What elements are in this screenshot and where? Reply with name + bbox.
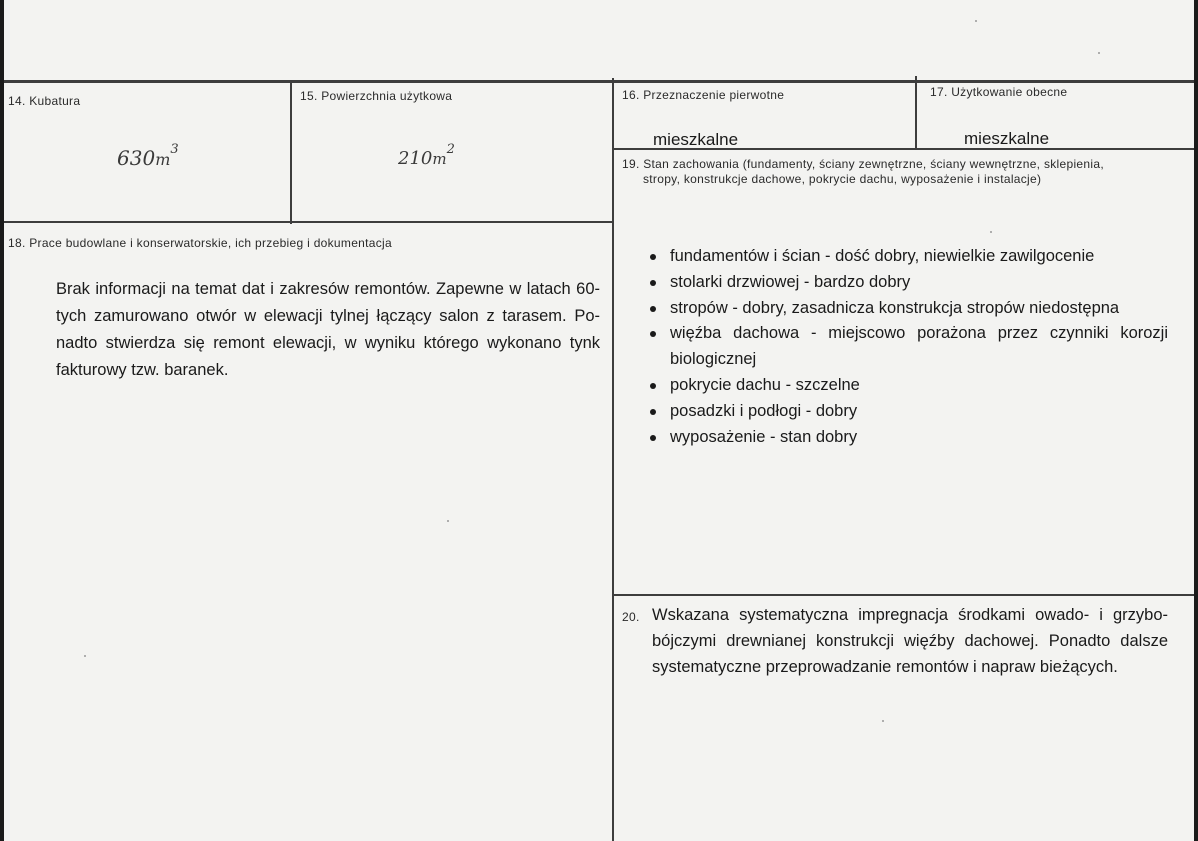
field-18-line: Brak informacji na temat dat i zakresów remontów. Zapewne w latach 60- xyxy=(56,280,600,298)
bullet-icon xyxy=(650,383,656,389)
field-20-line: systematyczne przeprowadzanie remontów i napraw bieżących. xyxy=(652,658,1118,676)
field-19-label-line2: stropy, konstrukcje dachowe, pokrycie dachu, wyposażenie i instalacje) xyxy=(643,172,1042,186)
bullet-icon xyxy=(650,331,656,337)
paper-speck xyxy=(990,231,992,233)
bullet-icon xyxy=(650,435,656,441)
powierzchnia-exponent: 2 xyxy=(446,142,455,157)
rule-above-20 xyxy=(613,594,1194,596)
field-15-value xyxy=(398,142,455,169)
condition-item: więźba dachowa - miejscowo porażona przez czynniki korozji xyxy=(648,321,1168,347)
field-18-line: nadto stwierdza się remont elewacji, w wyniku którego wykonano tynk xyxy=(56,334,600,352)
card-left-edge xyxy=(0,0,4,841)
field-16-value: mieszkalne xyxy=(653,130,739,149)
condition-item: posadzki i podłogi - dobry xyxy=(648,399,1168,425)
kubatura-exponent: 3 xyxy=(170,142,179,158)
top-rule xyxy=(4,80,1194,83)
paper-speck xyxy=(882,720,884,722)
bullet-icon xyxy=(650,409,656,415)
field-18-text xyxy=(56,276,600,384)
paper-speck xyxy=(1098,52,1100,54)
field-16-label: 16. Przeznaczenie pierwotne xyxy=(622,88,785,102)
powierzchnia-number: 210 xyxy=(398,148,433,169)
field-20-line: Wskazana systematyczna impregnacja środkami owado- i grzybo- xyxy=(652,606,1168,624)
paper-speck xyxy=(447,520,449,522)
bullet-icon xyxy=(650,254,656,260)
field-20-label: 20. xyxy=(622,610,640,624)
divider-left-right xyxy=(612,78,614,841)
paper-speck xyxy=(975,20,977,22)
field-18-line: fakturowy tzw. baranek. xyxy=(56,361,229,379)
field-20-line: bójczymi drewnianej konstrukcji więźby dachowej. Ponadto dalsze xyxy=(652,632,1168,650)
field-20-text xyxy=(652,602,1168,680)
bullet-icon xyxy=(650,306,656,312)
divider-16-17 xyxy=(915,76,917,150)
field-17-label: 17. Użytkowanie obecne xyxy=(930,85,1068,99)
paper-speck xyxy=(84,655,86,657)
kubatura-unit: m xyxy=(155,150,171,169)
condition-item: wyposażenie - stan dobry xyxy=(648,425,1168,451)
divider-14-15 xyxy=(290,82,292,224)
condition-item-continuation: biologicznej xyxy=(670,350,757,369)
condition-item: fundamentów i ścian - dość dobry, niewielkie zawilgocenie xyxy=(648,244,1168,270)
field-15-label: 15. Powierzchnia użytkowa xyxy=(300,89,453,103)
bullet-icon xyxy=(650,280,656,286)
condition-item: stropów - dobry, zasadnicza konstrukcja stropów niedostępna xyxy=(648,296,1168,322)
kubatura-number: 630 xyxy=(117,146,156,170)
field-14-label: 14. Kubatura xyxy=(8,94,81,108)
condition-item: stolarki drzwiowej - bardzo dobry xyxy=(648,270,1168,296)
field-19-label-line1: 19. Stan zachowania (fundamenty, ściany zewnętrzne, ściany wewnętrzne, sklepienia, xyxy=(622,157,1104,171)
field-18-line: tych zamurowano otwór w elewacji tylnej łączący salon z tarasem. Po- xyxy=(56,307,600,325)
field-14-value xyxy=(117,142,179,170)
powierzchnia-unit: m xyxy=(432,150,447,168)
condition-list xyxy=(648,244,1168,450)
field-18-label: 18. Prace budowlane i konserwatorskie, ich przebieg i dokumentacja xyxy=(8,236,393,250)
card-right-edge xyxy=(1194,0,1198,841)
rule-under-14-15 xyxy=(4,221,614,223)
field-17-value: mieszkalne xyxy=(964,129,1050,148)
condition-item: pokrycie dachu - szczelne xyxy=(648,373,1168,399)
